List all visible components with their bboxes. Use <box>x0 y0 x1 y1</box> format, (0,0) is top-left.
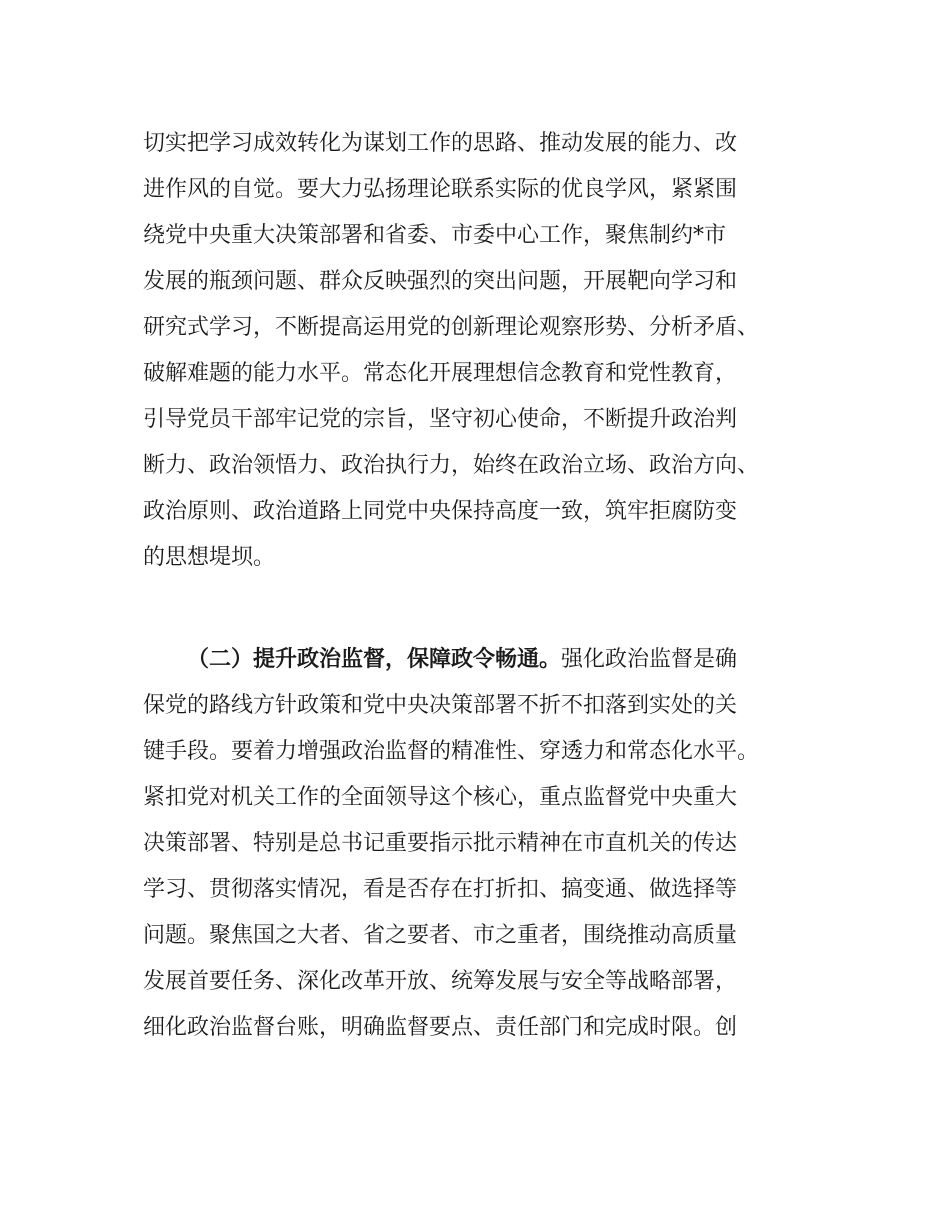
text-line: 保党的路线方针政策和党中央决策部署不折不扣落到实处的关 <box>143 693 738 718</box>
text-line: 学习、贯彻落实情况，看是否存在打折扣、搞变通、做选择等 <box>143 877 738 902</box>
text-line: 研究式学习，不断提高运用党的创新理论观察形势、分析矛盾、 <box>143 315 760 340</box>
text-line: 发展的瓶颈问题、群众反映强烈的突出问题，开展靶向学习和 <box>143 269 738 294</box>
text-line: 问题。聚焦国之大者、省之要者、市之重者，围绕推动高质量 <box>143 923 738 948</box>
text-line: 绕党中央重大决策部署和省委、市委中心工作，聚焦制约*市 <box>143 223 727 248</box>
text-line: 决策部署、特别是总书记重要指示批示精神在市直机关的传达 <box>143 831 738 856</box>
text-line: 政治原则、政治道路上同党中央保持高度一致，筑牢拒腐防变 <box>143 499 738 524</box>
paragraph-1 <box>143 121 823 581</box>
heading-line-text: 强化政治监督是确 <box>561 647 738 672</box>
text-line: 发展首要任务、深化改革开放、统筹发展与安全等战略部署， <box>143 969 738 994</box>
text-line: 键手段。要着力增强政治监督的精准性、穿透力和常态化水平。 <box>143 739 760 764</box>
text-line: 的思想堤坝。 <box>143 545 276 570</box>
text-line: 切实把学习成效转化为谋划工作的思路、推动发展的能力、改 <box>143 131 738 156</box>
paragraph-2 <box>143 637 823 1051</box>
section-heading-line <box>143 637 823 683</box>
text-line: 紧扣党对机关工作的全面领导这个核心，重点监督党中央重大 <box>143 785 738 810</box>
text-line: 引导党员干部牢记党的宗旨，坚守初心使命，不断提升政治判 <box>143 407 738 432</box>
text-line: 细化政治监督台账，明确监督要点、责任部门和完成时限。创 <box>143 1015 738 1040</box>
section-heading: （二）提升政治监督，保障政令畅通。 <box>187 647 562 672</box>
text-line: 断力、政治领悟力、政治执行力，始终在政治立场、政治方向、 <box>143 453 760 478</box>
text-line: 进作风的自觉。要大力弘扬理论联系实际的优良学风，紧紧围 <box>143 177 738 202</box>
text-line: 破解难题的能力水平。常态化开展理想信念教育和党性教育， <box>143 361 738 386</box>
